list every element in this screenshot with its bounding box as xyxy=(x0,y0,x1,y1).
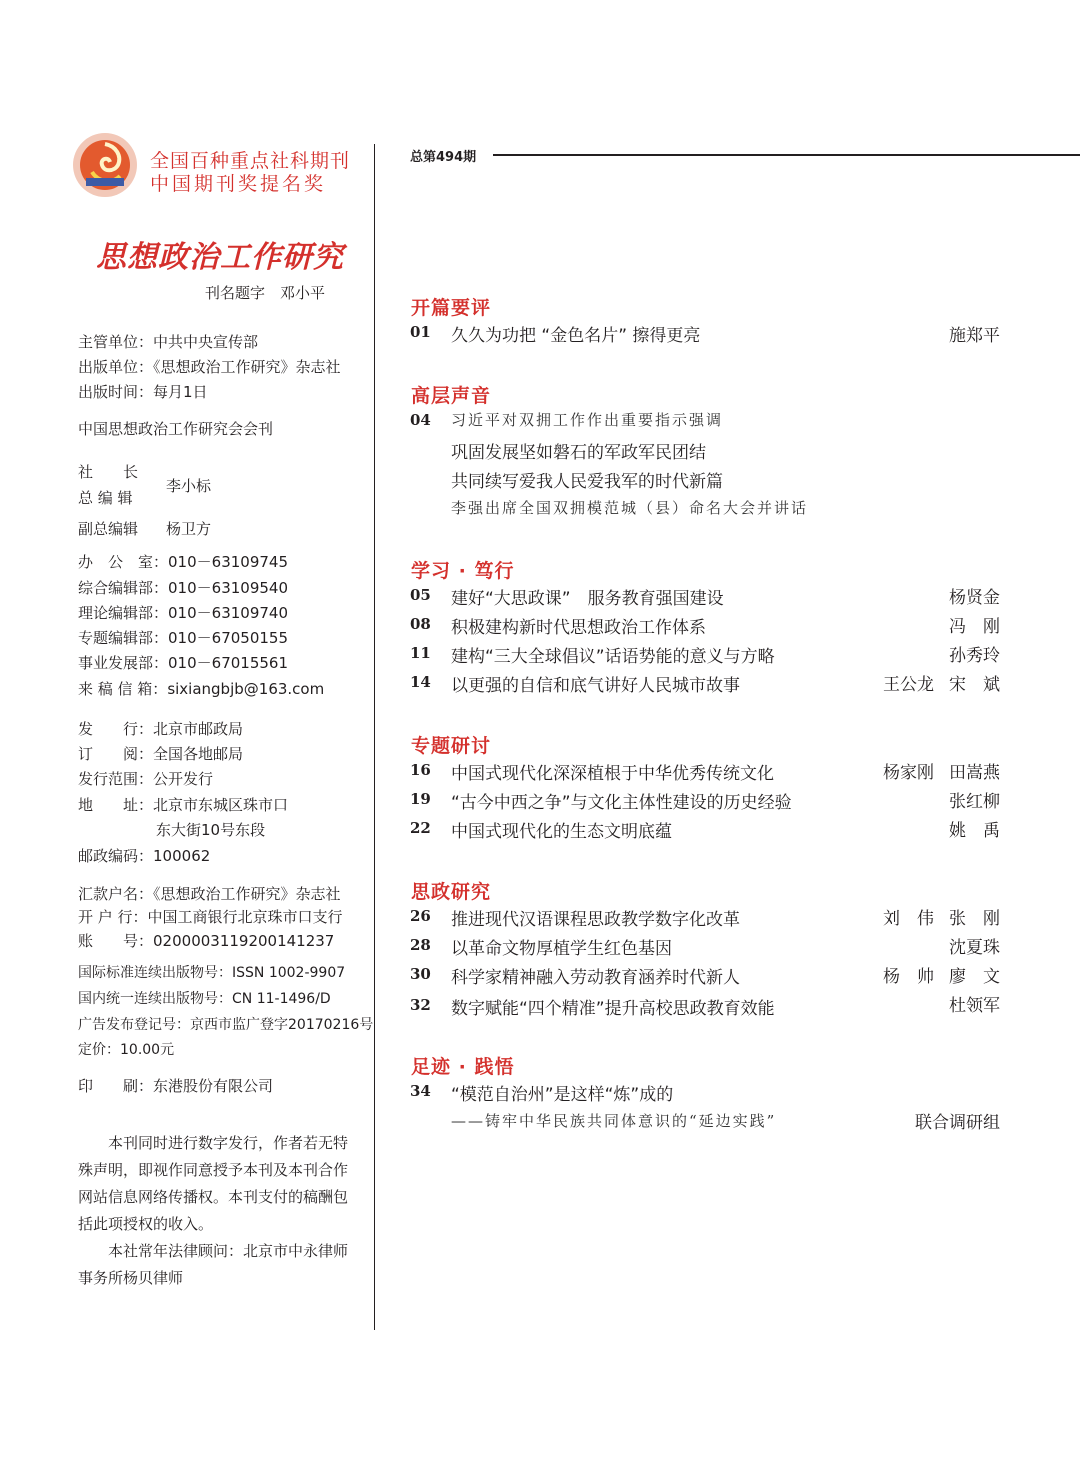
toc-article-title: 数字赋能“四个精准”提升高校思政教育效能 xyxy=(451,999,775,1019)
toc-author: 联合调研组 xyxy=(915,1113,1000,1133)
toc-page-number: 19 xyxy=(410,790,431,808)
journal-masthead: 思想政治工作研究 xyxy=(96,240,344,275)
toc-author: 田嵩燕 xyxy=(949,763,1000,783)
toc-author: 杨家刚 xyxy=(883,763,934,783)
toc-page-number: 08 xyxy=(410,615,431,633)
section-heading: 学习 · 笃行 xyxy=(411,560,515,582)
toc-page-number: 14 xyxy=(410,673,431,691)
toc-page-number: 26 xyxy=(410,907,431,925)
toc-article-title: 以革命文物厚植学生红色基因 xyxy=(451,939,672,959)
toc-author: 宋 斌 xyxy=(949,675,1000,695)
bank-account-number: 账 号：0200003119200141237 xyxy=(78,932,335,950)
journal-award-logo xyxy=(72,132,138,198)
dist-subscription: 订 阅：全国各地邮局 xyxy=(78,745,244,763)
toc-page-number: 30 xyxy=(410,965,431,983)
digital-rights-notice: 本刊同时进行数字发行，作者若无特殊声明，即视作同意授予本刊及本刊合作网站信息网络传播权。本刊支付的稿酬包括此项授权的收入。 xyxy=(78,1134,349,1233)
toc-page-number: 34 xyxy=(410,1082,431,1100)
contact-business-dev: 事业发展部：010－67015561 xyxy=(78,654,288,672)
toc-article-title: 推进现代汉语课程思政教学数字化改革 xyxy=(451,910,740,930)
contact-theory-editing: 理论编辑部：010－63109740 xyxy=(78,604,288,622)
toc-article-title: 久久为功把 “金色名片” 擦得更亮 xyxy=(451,326,701,346)
column-divider xyxy=(374,144,375,1330)
society-journal-label: 中国思想政治工作研究会会刊 xyxy=(78,420,274,438)
contact-office: 办 公 室：010－63109745 xyxy=(78,553,288,571)
toc-page-number: 04 xyxy=(410,411,431,429)
president-label: 社 长 xyxy=(78,463,139,481)
dist-scope: 发行范围：公开发行 xyxy=(78,770,214,788)
toc-article-title: 中国式现代化深深植根于中华优秀传统文化 xyxy=(451,764,774,784)
toc-article-title: 建构“三大全球倡议”话语势能的意义与方略 xyxy=(451,647,775,667)
toc-author: 沈夏珠 xyxy=(949,938,1000,958)
dist-address: 地 址：北京市东城区珠市口 xyxy=(78,796,289,814)
section-heading: 高层声音 xyxy=(411,385,492,407)
toc-page-number: 11 xyxy=(410,644,431,662)
toc-page-number: 16 xyxy=(410,761,431,779)
toc-author: 张红柳 xyxy=(949,792,1000,812)
issue-number: 总第494期 xyxy=(410,150,477,165)
toc-author: 廖 文 xyxy=(949,967,1000,987)
section-heading: 专题研讨 xyxy=(411,735,492,757)
section-heading: 足迹 · 践悟 xyxy=(411,1056,515,1078)
info-row-pubdate: 出版时间：每月1日 xyxy=(78,383,208,401)
toc-article-title: 中国式现代化的生态文明底蕴 xyxy=(451,822,672,842)
toc-page-number: 28 xyxy=(410,936,431,954)
toc-article-title: 建好“大思政课” 服务教育强国建设 xyxy=(451,589,724,609)
info-row-sponsor: 主管单位：中共中央宣传部 xyxy=(78,333,259,351)
dist-postcode: 邮政编码：100062 xyxy=(78,847,211,865)
toc-article-subtitle: ——铸牢中华民族共同体意识的“延边实践” xyxy=(451,1112,777,1130)
toc-author: 王公龙 xyxy=(883,675,934,695)
deputy-editor-label: 副总编辑 xyxy=(78,520,139,538)
contact-general-editing: 综合编辑部：010－63109540 xyxy=(78,579,288,597)
toc-author: 孙秀玲 xyxy=(949,646,1000,666)
toc-page-number: 32 xyxy=(410,996,431,1014)
toc-author: 杨贤金 xyxy=(949,588,1000,608)
toc-author: 杜领军 xyxy=(949,996,1000,1016)
dist-issuer: 发 行：北京市邮政局 xyxy=(78,720,244,738)
toc-article-subtitle: 李强出席全国双拥模范城（县）命名大会并讲话 xyxy=(451,499,809,517)
header-rule xyxy=(493,154,1080,156)
toc-article-title: 巩固发展坚如磐石的军政军民团结 xyxy=(451,443,706,463)
cn-number: 国内统一连续出版物号：CN 11-1496/D xyxy=(78,991,331,1007)
toc-article-title: 积极建构新时代思想政治工作体系 xyxy=(451,618,706,638)
contact-special-editing: 专题编辑部：010－67050155 xyxy=(78,629,288,647)
toc-page-number: 22 xyxy=(410,819,431,837)
toc-author: 杨 帅 xyxy=(883,967,934,987)
toc-author: 姚 禹 xyxy=(949,821,1000,841)
legal-counsel-notice: 本社常年法律顾问：北京市中永律师事务所杨贝律师 xyxy=(78,1242,349,1287)
toc-article-title: “古今中西之争”与文化主体性建设的历史经验 xyxy=(451,793,792,813)
dist-address-line2: 东大街10号东段 xyxy=(156,821,266,839)
toc-article-title: 共同续写爱我人民爱我军的时代新篇 xyxy=(451,472,723,492)
section-heading: 开篇要评 xyxy=(411,297,492,319)
masthead-calligraphy-credit: 刊名题字 邓小平 xyxy=(205,284,326,302)
contact-submission-email: 来 稿 信 箱：sixiangbjb@163.com xyxy=(78,680,325,698)
toc-article-subtitle: 习近平对双拥工作作出重要指示强调 xyxy=(451,411,724,429)
section-heading: 思政研究 xyxy=(411,881,492,903)
issn: 国际标准连续出版物号：ISSN 1002-9907 xyxy=(78,965,346,981)
info-row-publisher: 出版单位：《思想政治工作研究》杂志社 xyxy=(78,358,341,376)
toc-author: 刘 伟 xyxy=(883,909,934,929)
award-title-line1: 全国百种重点社科期刊 xyxy=(150,150,351,172)
toc-page-number: 05 xyxy=(410,586,431,604)
toc-page-number: 01 xyxy=(410,323,431,341)
bank-name: 开 户 行：中国工商银行北京珠市口支行 xyxy=(78,908,343,926)
chief-editor-label: 总 编 辑 xyxy=(78,489,133,507)
toc-author: 张 刚 xyxy=(949,909,1000,929)
award-title-line2: 中国期刊奖提名奖 xyxy=(150,173,327,195)
toc-author: 施郑平 xyxy=(949,326,1000,346)
president-name: 李小标 xyxy=(166,477,212,495)
bank-account-name: 汇款户名：《思想政治工作研究》杂志社 xyxy=(78,885,341,903)
toc-article-title: 科学家精神融入劳动教育涵养时代新人 xyxy=(451,968,740,988)
toc-author: 冯 刚 xyxy=(949,617,1000,637)
price: 定价：10.00元 xyxy=(78,1042,175,1058)
toc-article-title: 以更强的自信和底气讲好人民城市故事 xyxy=(451,676,740,696)
printer: 印 刷：东港股份有限公司 xyxy=(78,1077,274,1095)
deputy-editor-name: 杨卫方 xyxy=(166,520,212,538)
ad-registration: 广告发布登记号：京西市监广登字20170216号 xyxy=(78,1017,374,1033)
toc-article-title: “模范自治州”是这样“炼”成的 xyxy=(451,1085,674,1105)
